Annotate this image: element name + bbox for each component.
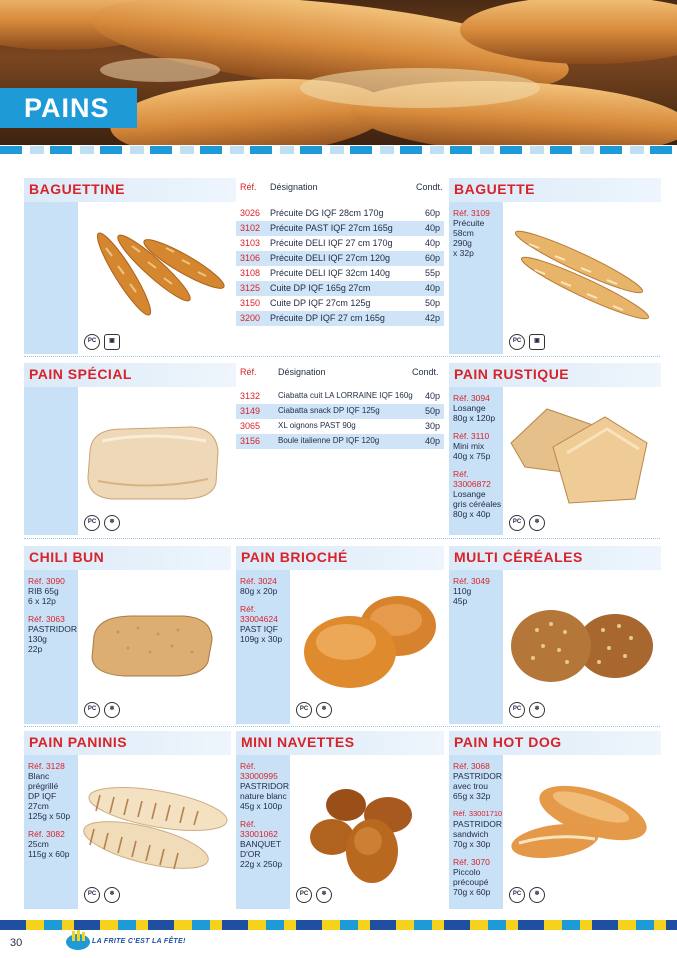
page-title-band <box>0 88 137 128</box>
badge-row <box>84 515 120 531</box>
col-header-designation: Désignation <box>270 182 318 192</box>
badge-row <box>84 887 120 903</box>
table-row <box>236 266 444 281</box>
product-info: PAST IQF 109g x 30p <box>240 624 283 644</box>
section-pain-hot-dog <box>449 731 661 909</box>
row-ref: 3156 <box>240 436 261 446</box>
row-condt: 55p <box>424 268 440 278</box>
section-sidebar <box>449 387 503 535</box>
row-ref: 3102 <box>240 223 261 233</box>
badge-row <box>509 702 545 718</box>
brioche-photo <box>298 592 442 692</box>
section-baguette <box>449 178 661 354</box>
product-ref: Réf. 33000995 <box>240 761 278 781</box>
badge-row <box>509 515 545 531</box>
table-row <box>236 311 444 326</box>
row-condt: 60p <box>424 208 440 218</box>
frozen-badge-icon: ❄ <box>529 887 545 903</box>
frozen-badge-icon: ❄ <box>104 887 120 903</box>
badge-row <box>84 334 120 350</box>
section-baguettine <box>24 178 444 354</box>
pc-badge-icon: PC <box>84 702 100 718</box>
section-pain-paninis <box>24 731 231 909</box>
section-sidebar <box>24 755 78 909</box>
table-row <box>236 296 444 311</box>
section-header <box>449 363 661 387</box>
product-info: PASTRIDOR avec trou 65g x 32p <box>453 771 502 801</box>
product-info: 80g x 20p <box>240 586 278 596</box>
row-ref: 3065 <box>240 421 261 431</box>
row-designation: Précuite DELI IQF 32cm 140g <box>270 268 391 278</box>
product-info: PASTRIDOR 130g 22p <box>28 624 77 654</box>
col-header-ref: Réf. <box>240 367 257 377</box>
section-header <box>449 178 661 202</box>
badge-row <box>509 334 545 350</box>
product-ref: Réf. 3068 <box>453 761 490 771</box>
table-row <box>236 221 444 236</box>
section-sidebar <box>449 755 503 909</box>
product-ref: Réf. 3090 <box>28 576 65 586</box>
pc-badge-icon: PC <box>509 334 525 350</box>
section-title: PAIN SPÉCIAL <box>29 366 132 382</box>
section-sidebar <box>24 570 78 724</box>
section-pain-brioche <box>236 546 444 724</box>
section-title: BAGUETTE <box>454 181 535 197</box>
row-ref: 3108 <box>240 268 261 278</box>
table-row <box>236 281 444 296</box>
row-ref: 3103 <box>240 238 261 248</box>
dough-badge-icon: ▣ <box>104 334 120 350</box>
pc-badge-icon: PC <box>296 702 312 718</box>
product-ref: Réf. 3094 <box>453 393 490 403</box>
section-header <box>449 546 661 570</box>
product-ref: Réf. 33001062 <box>240 819 278 839</box>
row-condt: 42p <box>424 313 440 323</box>
product-info: PASTRIDOR nature blanc 45g x 100p <box>240 781 289 811</box>
page-number: 30 <box>10 937 23 949</box>
section-chili-bun <box>24 546 231 724</box>
row-designation: Boule italienne DP IQF 120g <box>278 436 380 445</box>
product-info: RIB 65g 6 x 12p <box>28 586 59 606</box>
product-ref: Réf. 33001710 <box>453 809 503 818</box>
dough-badge-icon: ▣ <box>529 334 545 350</box>
table-row <box>236 404 444 419</box>
section-title: BAGUETTINE <box>29 181 125 197</box>
row-ref: 3125 <box>240 283 261 293</box>
section-sidebar <box>449 202 503 354</box>
row-ref: 3200 <box>240 313 261 323</box>
row-designation: Ciabatta snack DP IQF 125g <box>278 406 380 415</box>
product-info: Précuite 58cm 290g x 32p <box>453 218 485 258</box>
row-designation: Cuite DP IQF 165g 27cm <box>270 283 371 293</box>
product-ref: Réf. 3110 <box>453 431 490 441</box>
row-ref: 3106 <box>240 253 261 263</box>
mascot-logo-icon <box>64 929 92 951</box>
col-header-condt: Condt. <box>412 367 439 377</box>
section-multi-cereales <box>449 546 661 724</box>
navettes-photo <box>302 775 432 885</box>
product-info: 25cm 115g x 60p <box>28 839 70 859</box>
section-header <box>24 363 236 387</box>
product-info: Blanc prégrillé DP IQF 27cm 125g x 50p <box>28 771 71 821</box>
pc-badge-icon: PC <box>509 515 525 531</box>
section-header <box>24 731 231 755</box>
footer-stripe <box>0 920 677 930</box>
section-title: PAIN BRIOCHÉ <box>241 549 348 565</box>
row-condt: 40p <box>424 223 440 233</box>
section-sidebar <box>24 387 78 535</box>
section-sidebar <box>449 570 503 724</box>
pc-badge-icon: PC <box>509 887 525 903</box>
hot-dog-bun-photo <box>509 777 657 877</box>
row-designation: Précuite DELI IQF 27 cm 170g <box>270 238 393 248</box>
frozen-badge-icon: ❄ <box>529 702 545 718</box>
section-pain-special <box>24 363 444 535</box>
multi-cereales-photo <box>507 600 657 690</box>
section-sidebar <box>236 755 290 909</box>
baguettine-photo <box>86 226 226 326</box>
product-ref: Réf. 33004624 <box>240 604 278 624</box>
product-info: BANQUET D'OR 22g x 250p <box>240 839 283 869</box>
product-info: Piccolo précoupé 70g x 60p <box>453 867 491 897</box>
product-ref: Réf. 3128 <box>28 761 65 771</box>
row-ref: 3026 <box>240 208 261 218</box>
section-pain-rustique <box>449 363 661 535</box>
product-info: Losange gris céréales 80g x 40p <box>453 489 502 519</box>
section-title: MULTI CÉRÉALES <box>454 549 583 565</box>
row-designation: Précuite DELI IQF 27cm 120g <box>270 253 391 263</box>
table-row <box>236 236 444 251</box>
row-ref: 3150 <box>240 298 261 308</box>
product-info: Losange 80g x 120p <box>453 403 496 423</box>
product-ref: Réf. 3063 <box>28 614 65 624</box>
panini-photo <box>80 773 228 883</box>
badge-row <box>509 887 545 903</box>
divider <box>24 538 660 539</box>
product-ref: Réf. 3082 <box>28 829 65 839</box>
table-row <box>236 206 444 221</box>
row-designation: Cuite DP IQF 27cm 125g <box>270 298 371 308</box>
row-condt: 30p <box>424 421 440 431</box>
row-designation: Précuite PAST IQF 27cm 165g <box>270 223 393 233</box>
page-title: PAINS <box>24 93 110 123</box>
header-bread-photo <box>0 0 677 145</box>
product-ref: Réf. 33006872 <box>453 469 491 489</box>
section-mini-navettes <box>236 731 444 909</box>
frozen-badge-icon: ❄ <box>316 887 332 903</box>
row-designation: Précuite DP IQF 27 cm 165g <box>270 313 385 323</box>
section-header <box>236 731 444 755</box>
badge-row <box>296 887 332 903</box>
section-title: PAIN PANINIS <box>29 734 128 750</box>
row-ref: 3149 <box>240 406 261 416</box>
pc-badge-icon: PC <box>84 334 100 350</box>
frozen-badge-icon: ❄ <box>316 702 332 718</box>
row-ref: 3132 <box>240 391 261 401</box>
row-condt: 40p <box>424 238 440 248</box>
chili-bun-photo <box>88 612 218 682</box>
col-header-designation: Désignation <box>278 367 326 377</box>
product-info: PASTRIDOR sandwich 70g x 30p <box>453 819 502 849</box>
badge-row <box>84 702 120 718</box>
section-sidebar <box>236 570 290 724</box>
table-row <box>236 419 444 434</box>
rustique-photo <box>507 403 657 513</box>
table-row <box>236 251 444 266</box>
badge-row <box>296 702 332 718</box>
row-condt: 40p <box>424 391 440 401</box>
pc-badge-icon: PC <box>84 887 100 903</box>
section-header <box>236 546 444 570</box>
pc-badge-icon: PC <box>296 887 312 903</box>
product-info: 110g 45p <box>453 586 472 606</box>
frozen-badge-icon: ❄ <box>104 515 120 531</box>
product-ref: Réf. 3070 <box>453 857 490 867</box>
footer-slogan: LA FRITE C'EST LA FÊTE! <box>92 938 186 945</box>
section-header <box>449 731 661 755</box>
row-condt: 40p <box>424 436 440 446</box>
row-designation: Ciabatta cuit LA LORRAINE IQF 160g <box>278 391 413 400</box>
ciabatta-photo <box>82 421 222 505</box>
section-title: PAIN HOT DOG <box>454 734 562 750</box>
pc-badge-icon: PC <box>509 702 525 718</box>
product-ref: Réf. 3109 <box>453 208 490 218</box>
frozen-badge-icon: ❄ <box>104 702 120 718</box>
table-row <box>236 434 444 449</box>
row-condt: 50p <box>424 406 440 416</box>
table-row <box>236 389 444 404</box>
divider <box>24 726 660 727</box>
product-info: Mini mix 40g x 75p <box>453 441 491 461</box>
section-sidebar <box>24 202 78 354</box>
row-designation: Précuite DG IQF 28cm 170g <box>270 208 384 218</box>
section-title: PAIN RUSTIQUE <box>454 366 570 382</box>
pc-badge-icon: PC <box>84 515 100 531</box>
baguette-photo <box>507 222 657 332</box>
section-header <box>24 178 236 202</box>
section-title: CHILI BUN <box>29 549 105 565</box>
row-condt: 50p <box>424 298 440 308</box>
product-ref: Réf. 3049 <box>453 576 490 586</box>
product-ref: Réf. 3024 <box>240 576 277 586</box>
section-header <box>24 546 231 570</box>
divider <box>24 356 660 357</box>
section-title: MINI NAVETTES <box>241 734 355 750</box>
row-condt: 40p <box>424 283 440 293</box>
row-condt: 60p <box>424 253 440 263</box>
row-designation: XL oignons PAST 90g <box>278 421 356 430</box>
col-header-condt: Condt. <box>416 182 443 192</box>
header-stripe <box>0 146 677 154</box>
col-header-ref: Réf. <box>240 182 257 192</box>
frozen-badge-icon: ❄ <box>529 515 545 531</box>
